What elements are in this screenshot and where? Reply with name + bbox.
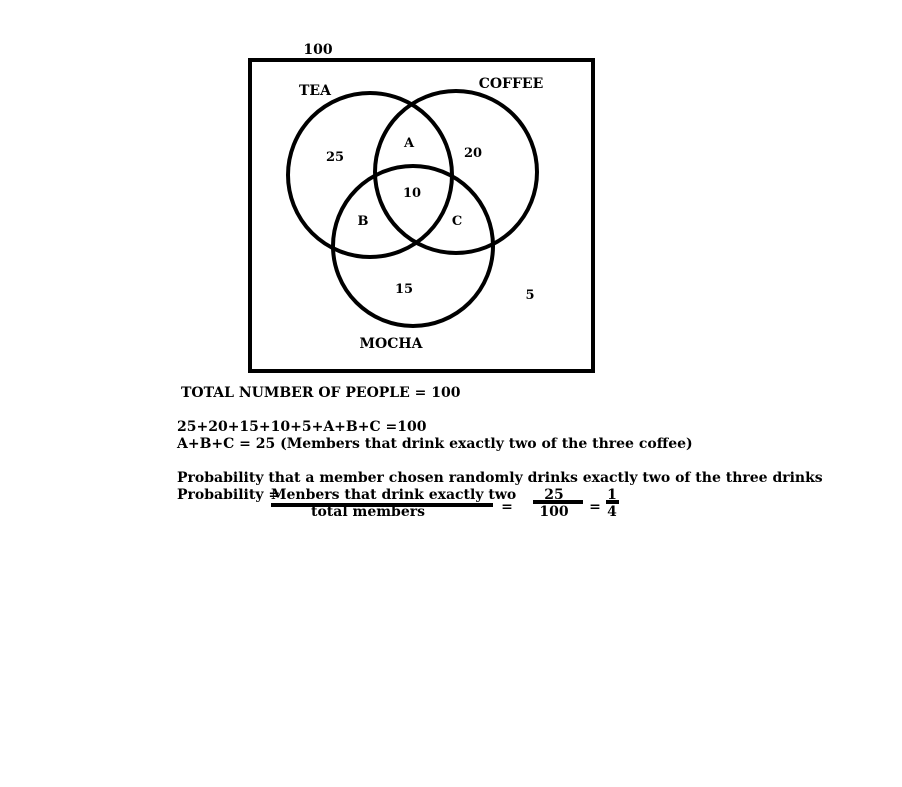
universe-total-label: 100 (303, 42, 333, 58)
coffee-only-value: 20 (463, 146, 483, 161)
tea-label: TEA (299, 83, 331, 99)
tea-only-value: 25 (325, 150, 345, 165)
fraction-3-numerator: 1 (607, 487, 617, 503)
outside-value: 5 (525, 288, 535, 303)
equation-sum-line: 25+20+15+10+5+A+B+C =100 (177, 419, 427, 435)
fraction-1-numerator: Menbers that drink exactly two (271, 487, 517, 503)
all-three-value: 10 (402, 186, 422, 201)
fraction-3-denominator: 4 (607, 504, 617, 520)
mocha-label: MOCHA (359, 336, 423, 352)
coffee-mocha-value: C (451, 214, 463, 229)
probability-question: Probability that a member chosen randomly drinks exactly two of the three drinks (177, 470, 823, 486)
equals-sign-1: = (501, 499, 513, 515)
tea-circle (288, 93, 452, 257)
total-people-line: TOTAL NUMBER OF PEOPLE = 100 (181, 385, 461, 401)
fraction-1-denominator: total members (310, 504, 426, 520)
fraction-2-denominator: 100 (539, 504, 569, 520)
tea-coffee-value: A (403, 136, 415, 151)
fraction-2-numerator: 25 (544, 487, 564, 503)
equals-sign-2: = (589, 499, 601, 515)
tea-mocha-value: B (357, 214, 369, 229)
equation-abc-line: A+B+C = 25 (Members that drink exactly two of the three coffee) (177, 436, 693, 452)
probability-prefix: Probability = (177, 487, 281, 503)
mocha-only-value: 15 (394, 282, 414, 297)
coffee-label: COFFEE (478, 76, 544, 92)
